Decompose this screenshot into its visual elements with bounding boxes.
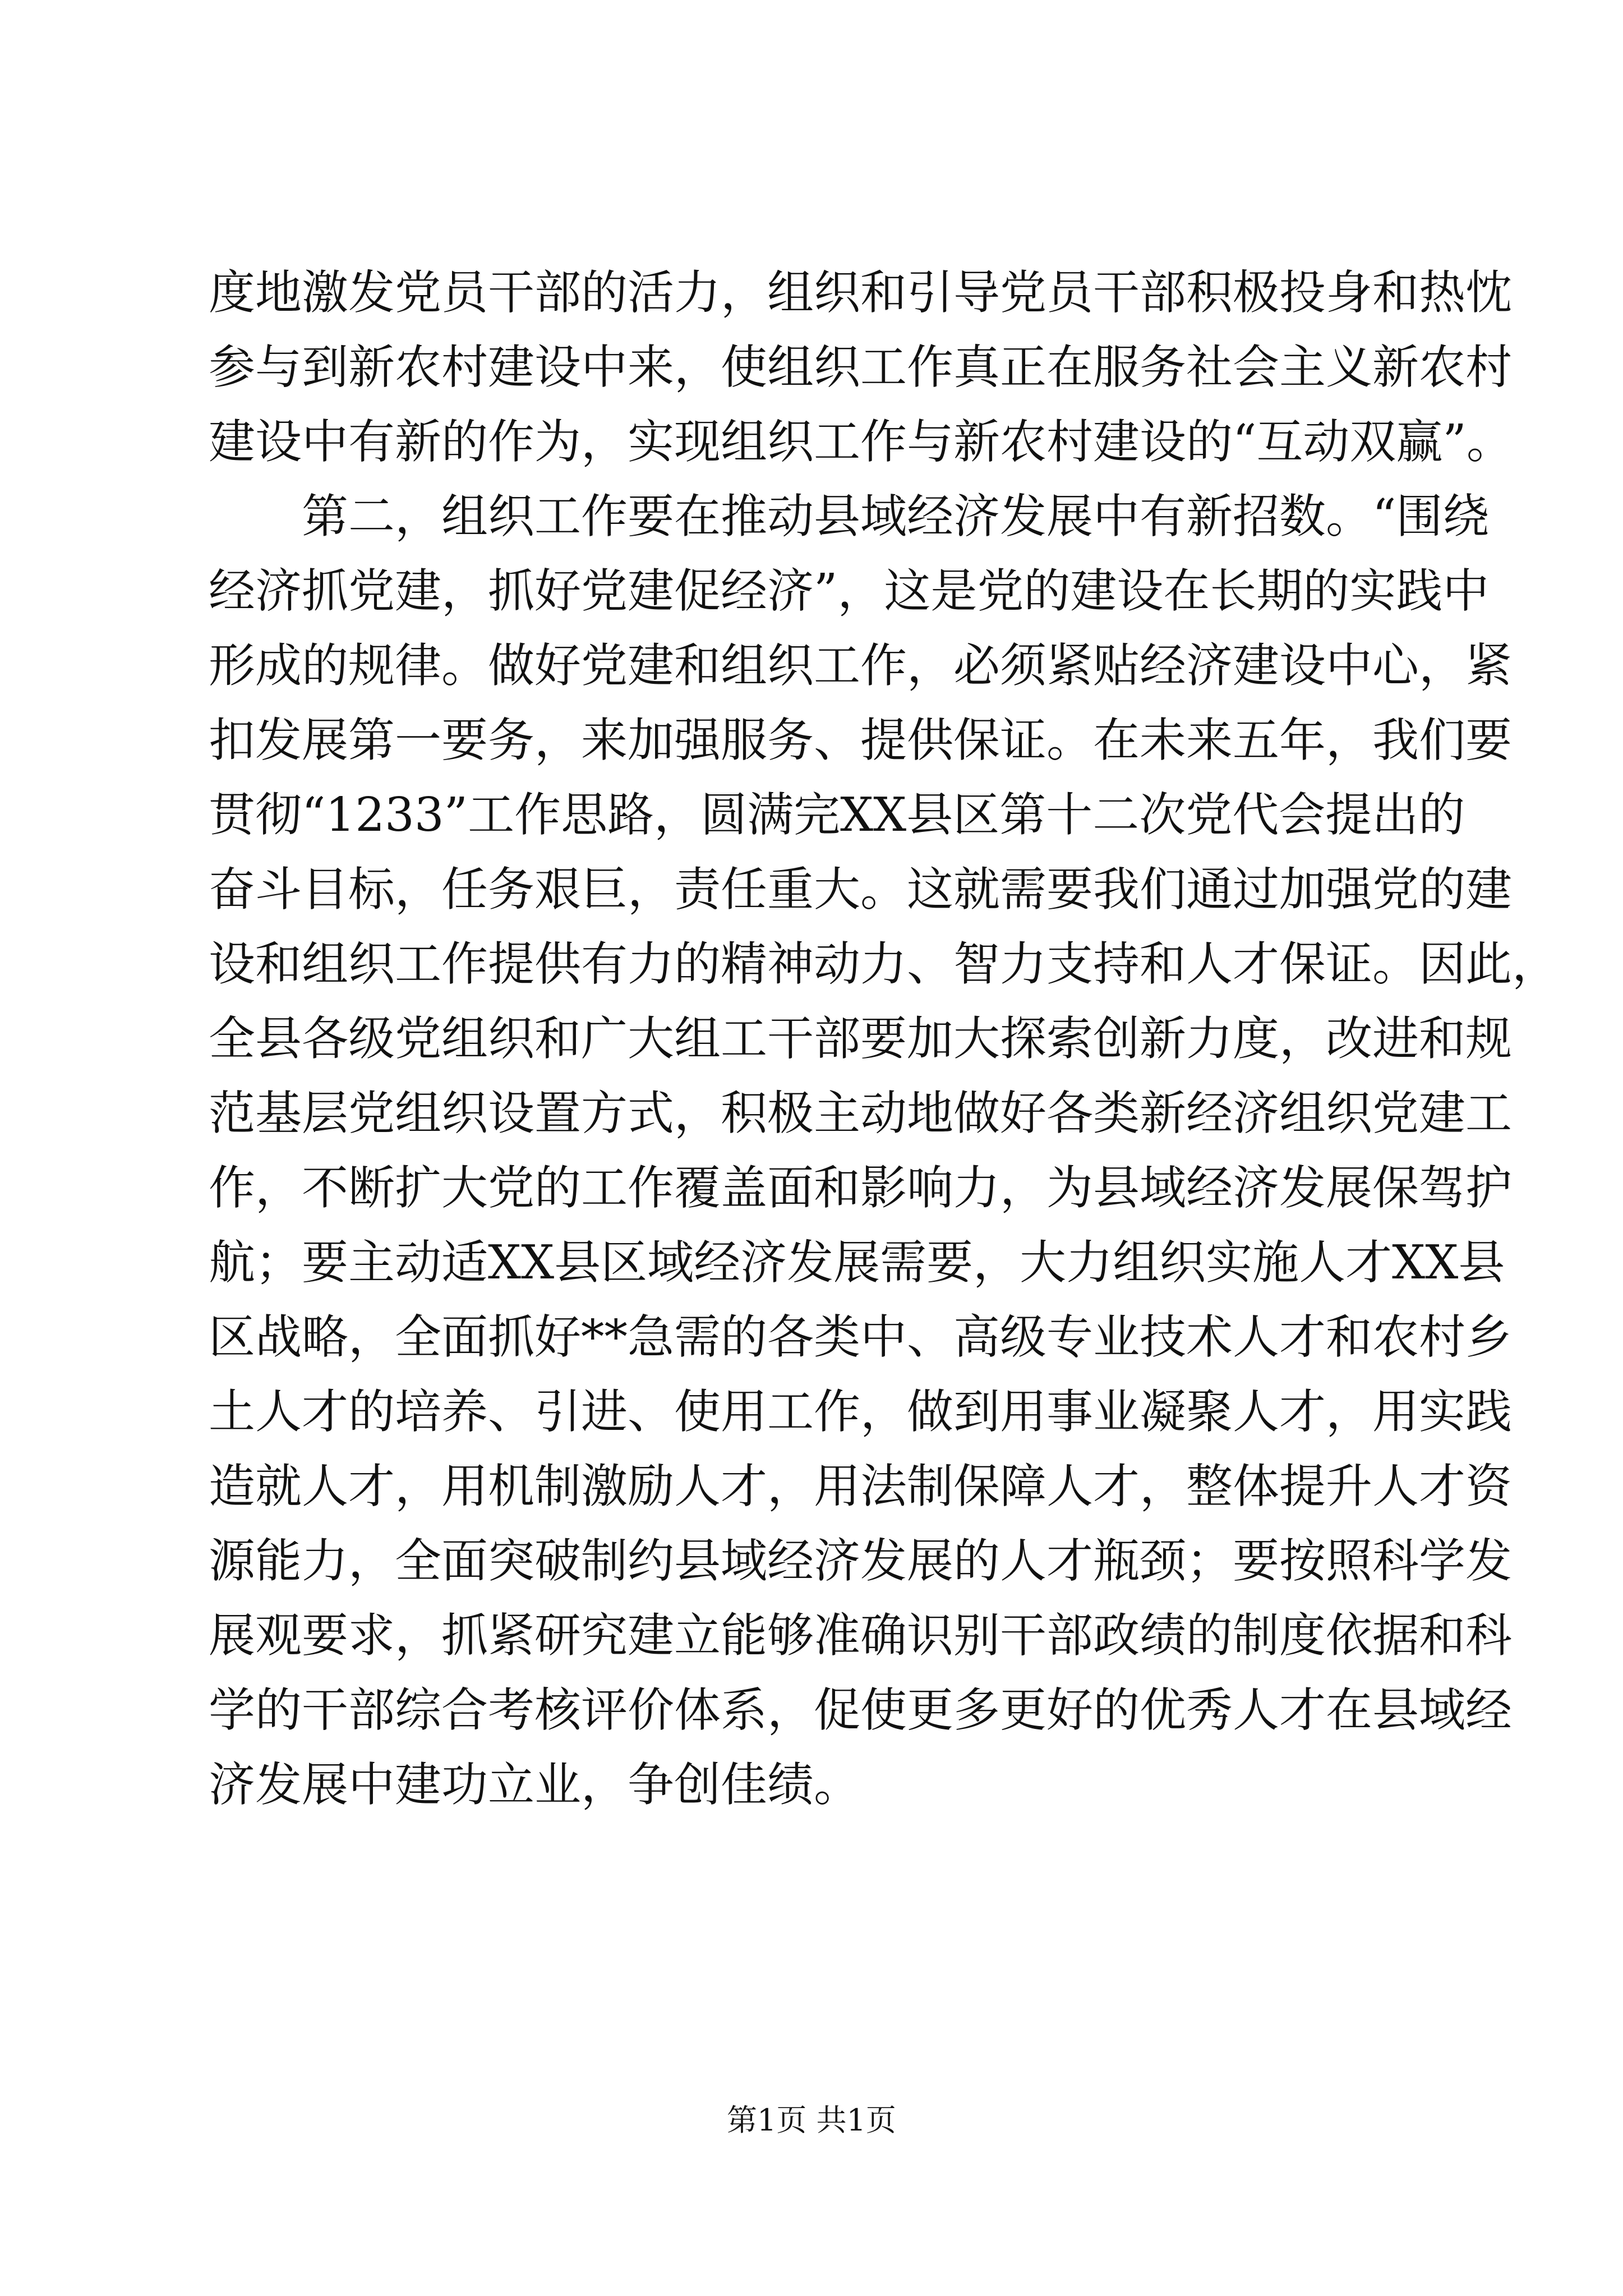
text-line: 全县各级党组织和广大组工干部要加大探索创新力度，改进和规 [209, 1011, 1512, 1066]
text-line: 形成的规律。做好党建和组织工作，必须紧贴经济建设中心，紧 [209, 638, 1512, 693]
document-body [209, 255, 1559, 1822]
text-line: 航；要主动适XX县区域经济发展需要，大力组织实施人才XX县 [209, 1235, 1505, 1290]
text-line: 建设中有新的作为，实现组织工作与新农村建设的“互动双赢”。 [209, 415, 1513, 469]
text-line: 度地激发党员干部的活力，组织和引导党员干部积极投身和热忱 [209, 265, 1512, 320]
text-line: 作，不断扩大党的工作覆盖面和影响力，为县域经济发展保驾护 [209, 1161, 1512, 1215]
text-line: 经济抓党建，抓好党建促经济”，这是党的建设在长期的实践中 [209, 564, 1490, 618]
paragraph-start-line: 第二，组织工作要在推动县域经济发展中有新招数。“围绕 [302, 489, 1490, 544]
text-line: 土人才的培养、引进、使用工作，做到用事业凝聚人才，用实践 [209, 1384, 1512, 1439]
text-line: 设和组织工作提供有力的精神动力、智力支持和人才保证。因此， [209, 937, 1559, 991]
text-line: 参与到新农村建设中来，使组织工作真正在服务社会主义新农村 [209, 340, 1512, 394]
text-line: 源能力，全面突破制约县域经济发展的人才瓶颈；要按照科学发 [209, 1534, 1512, 1588]
text-line: 扣发展第一要务，来加强服务、提供保证。在未来五年，我们要 [209, 713, 1512, 767]
text-line: 济发展中建功立业，争创佳绩。 [209, 1757, 860, 1812]
text-line: 奋斗目标，任务艰巨，责任重大。这就需要我们通过加强党的建 [209, 862, 1512, 917]
text-line: 区战略，全面抓好**急需的各类中、高级专业技术人才和农村乡 [209, 1310, 1512, 1364]
text-line: 学的干部综合考核评价体系，促使更多更好的优秀人才在县域经 [209, 1683, 1512, 1737]
text-line: 贯彻“1233”工作思路，圆满完XX县区第十二次党代会提出的 [209, 788, 1465, 842]
page-number-footer: 第1页 共1页 [727, 2102, 896, 2138]
text-line: 展观要求，抓紧研究建立能够准确识别干部政绩的制度依据和科 [209, 1608, 1512, 1663]
text-line: 造就人才，用机制激励人才，用法制保障人才，整体提升人才资 [209, 1459, 1512, 1513]
text-line: 范基层党组织设置方式，积极主动地做好各类新经济组织党建工 [209, 1086, 1512, 1140]
